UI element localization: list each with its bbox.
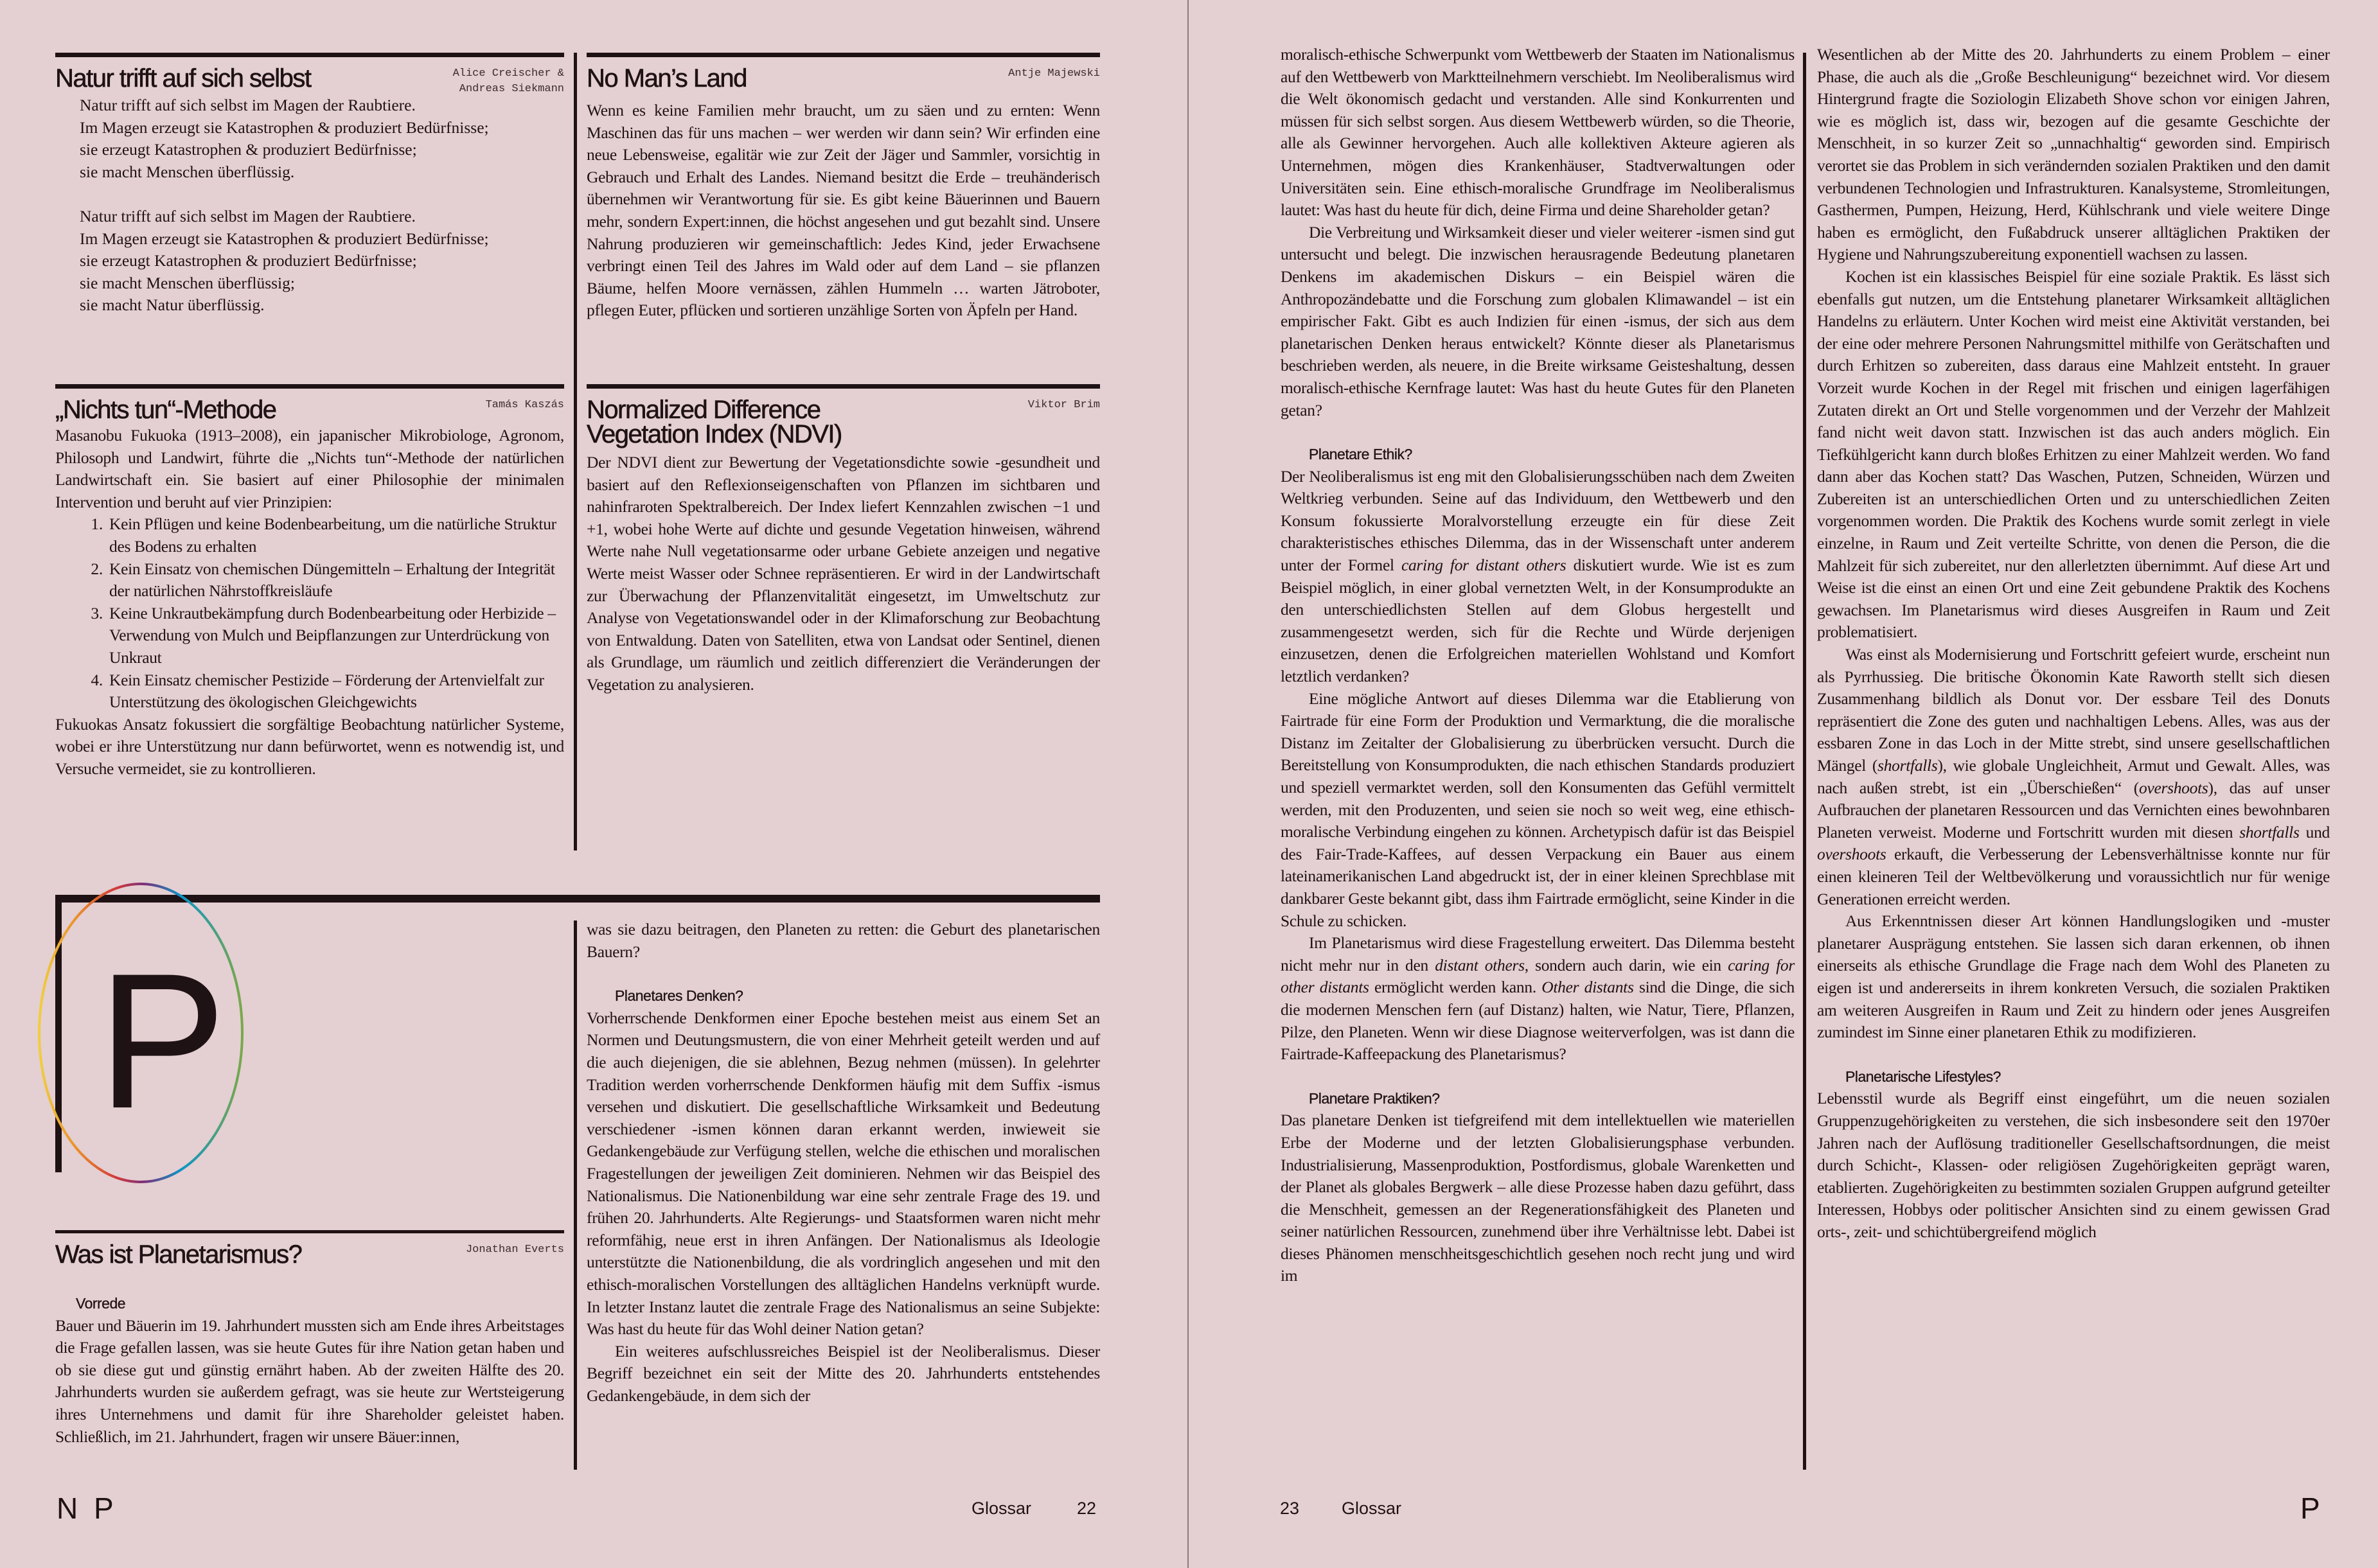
emphasis: caring for distant others — [1401, 556, 1566, 575]
emphasis: caring for other distants — [1281, 955, 1795, 997]
poem-line: sie macht Menschen überflüssig. — [80, 162, 295, 181]
list-item: 1. Kein Pflügen und keine Bodenbearbeitung, um die natürliche Struktur des Bodens zu erhalten — [107, 513, 564, 558]
subheading: Planetarische Lifestyles? — [1845, 1068, 2001, 1085]
text-run: , sondern auch darin, wie ein — [1524, 955, 1728, 974]
paragraph: Masanobu Fukuoka (1913–2008), ein japanischer Mikrobiologe, Agronom, Philosoph und Landwirt, führte die „Nichts tun“-Methode der natürlichen Landwirtschaft ein. Sie basiert auf einer Philosophie der minimalen Intervention und beruht auf vier Prinzipien: — [55, 426, 564, 511]
text-run: Im Planetarismus wird diese Fragestellung erweitert. Das Dilemma besteht nicht mehr nur in den — [1281, 933, 1795, 974]
list-item: 2. Kein Einsatz von chemischen Düngemitteln – Erhaltung der Integrität der natürlichen Nährstoffkreisläufe — [107, 558, 564, 603]
paragraph — [1281, 932, 1795, 1066]
paragraph: Das planetare Denken ist tiefgreifend mit dem intellektuellen wie materiellen Erbe der Moderne und der letzten Globalisierungsphase verbunden. Industrialisierung, Massenproduktion, Postfordismus, globale Warenketten und der Planet als globales Bergwerk – alle diese Prozesse haben dazu geführt, dass die Menschheit, gemessen an der Regenerationsfähigkeit des Planeten und seiner natürlichen Ressourcen, zunehmend über ihre Verhältnisse lebt. Dabei ist dieses Phänomen menschheitsgeschichtlich gesehen noch recht jung und wird im — [1281, 1111, 1795, 1285]
entry-author: Antje Majewski — [1008, 67, 1100, 80]
poem — [80, 94, 564, 317]
entry-ndvi — [587, 384, 1100, 696]
subheading: Planetares Denken? — [615, 987, 743, 1005]
column-rule — [1803, 53, 1806, 1470]
poem-line: Natur trifft auf sich selbst im Magen der Raubtiere. — [80, 206, 416, 225]
text-run: und — [2299, 822, 2330, 841]
principles-list — [55, 513, 564, 713]
paragraph: Vorherrschende Denkformen einer Epoche bestehen meist aus einem Set an Normen und Deutungsmustern, die von einer Mehrheit geteilt werden und auf die auch diejenigen, die sie ablehnen, Bezug nehmen (müssen). In gelehrter Tradition werden vorherrschende Denkformen häufig mit dem Suffix -ismus versehen und diskutiert. Die gesellschaftliche Wirksamkeit und Bedeutung verschiedener -ismen können daran erkannt werden, inwieweit sie Gedankengebäude zur Verfügung stellen, welche die ethischen und moralischen Fragestellungen der jeweiligen Zeit dominieren. Nehmen wir das Beispiel des Nationalismus. Die Nationenbildung war eine sehr zentrale Frage des 19. und frühen 20. Jahrhunderts. Alte Regierungs- und Staatsformen waren nicht mehr reformfähig, neue erst in ihren Anfängen. Der Nationalismus als Ideologie unterstützte die Nationenbildung, die als vordringlich angesehen und mit den ethisch-moralischen Vorstellungen des alltäglichen Handelns verknüpft wurde. In letzter Instanz lautet die zentrale Frage des Nationalismus an seine Subjekte: Was hast du heute für das Wohl deiner Nation getan? — [587, 1008, 1100, 1339]
paragraph: moralisch-ethische Schwerpunkt vom Wettbewerb der Staaten im Nationalismus auf den Wettbewerb von Marktteilnehmern verschiebt. Im Neoliberalismus wird die Welt ökonomisch gedacht und verstanden. Alle sind Konkurrenten und müssen für sich selbst sorgen. Aus diesem Wettbewerb würden, so die Theorie, alle als Gewinner hervorgehen. Auch alle kollektiven Akteure agieren als Unternehmen, mögen dies Krankenhäuser, Stadtverwaltungen oder Universitäten sein. Eine ethisch-moralische Grundfrage im Neoliberalismus lautet: Was hast du heute für dich, deine Firma und deine Shareholder getan? — [1281, 45, 1795, 220]
entry-title: „Nichts tun“-Methode — [55, 396, 276, 424]
text-run: sind die Dinge, die sich die modernen Menschen fern (auf Distanz) halten, wie Natur, Tiere, Pflanzen, Pilze, den Planeten. Wenn wir diese Diagnose weiterverfolgen, was ist dann die Fairtrade-Kaffeepackung des Planetarismus? — [1281, 978, 1795, 1064]
entry-author: Jonathan Everts — [465, 1244, 564, 1256]
entry-body — [1281, 466, 1795, 1066]
emphasis: shortfalls — [2239, 822, 2300, 841]
subheading: Planetare Ethik? — [1309, 446, 1412, 463]
poem-line: sie erzeugt Katastrophen & produziert Bedürfnisse; — [80, 251, 417, 270]
paragraph: Bauer und Bäuerin im 19. Jahrhundert mussten sich am Ende ihres Arbeitstages die Frage gefallen lassen, was sie heute Gutes für ihre Nation getan haben und ob sie diese gut und günstig ernährt haben. Ab der zweiten Hälfte des 20. Jahrhunderts wurden sie außerdem gefragt, was sie heute zur Wertsteigerung ihres Unternehmens und damit für ihre Shareholder geleistet haben. Schließlich, im 21. Jahrhundert, fragen wir unsere Bäuer:innen, — [55, 1316, 564, 1446]
entry-body — [1817, 44, 2330, 1044]
paragraph: Aus Erkenntnissen dieser Art können Handlungslogiken und -muster planetarer Ausprägung entstehen. Sie lassen sich daran erkennen, ob ihnen einerseits als ethische Grundlage die Frage nach dem Wohl des Planeten zu eigen ist und andererseits in ihrem konkreten Versuch, die sozialen Praktiken am weiteren Ausgreifen in Raum und Zeit zu hindern oder jenes Ausgreifen zumindest im Sinne einer planetaren Ethik zu modifizieren. — [1817, 912, 2330, 1042]
emphasis: shortfalls — [1877, 756, 1938, 775]
text-run: diskutiert wurde. Wie ist es zum Beispiel möglich, in einer global vernetzten Welt, in der Konsumprodukte an den unterschiedlichsten Stellen auf dem Globus hergestellt und zusammengesetzt werden, sich für die Rechte und Würde derjenigen einzusetzen, denen die Erfolgreichen materiellen Wohlstand und Komfort letztlich verdanken? — [1281, 556, 1795, 686]
entry-body — [55, 1315, 564, 1449]
entry-title: No Man’s Land — [587, 64, 747, 92]
list-item: 3. Keine Unkrautbekämpfung durch Bodenbearbeitung oder Herbizide – Verwendung von Mulch und Beipflanzungen zur Unterdrückung von Unkraut — [107, 603, 564, 669]
text-run: ermöglicht werden kann. — [1369, 978, 1542, 997]
entry-nichts-tun — [55, 384, 564, 780]
text-run: ), das auf unser Aufbrauchen der planetaren Ressourcen und das Vernichten eines bewohnbaren Planeten verweist. Moderne und Fortschritt wurden mit diesen — [1817, 778, 2330, 841]
entry-title: Normalized Difference Vegetation Index (NDVI) — [587, 396, 842, 448]
entry-no-mans-land — [587, 53, 1100, 322]
text-run: Was einst als Modernisierung und Fortschritt gefeiert wurde, erscheint nun als Pyrrhussieg. Die britische Ökonomin Kate Raworth stellt sich diesen Zusammenhang bildlich als Donut vor. Der essbare Teil des Donuts repräsentiert die Zone des guten und nachhaltigen Lebens. Alles, was aus der essbaren Zone in das Loch in der Mitte strebt, sind unsere gesellschaftlichen Mängel ( — [1817, 645, 2330, 775]
paragraph: Eine mögliche Antwort auf dieses Dilemma war die Etablierung von Fairtrade für eine Form der Produktion und Vermarktung, die die moralische Distanz im Zeitalter der Globalisierung zu überbrücken versucht. Durch die Bereitstellung von Konsumprodukten, die nach ethischen Standards produziert und speziell vermarktet werden, soll den Konsumenten das Gefühl vermittelt werden, mit den Produzenten, und seien sie noch so weit weg, eine ethisch-moralische Verbindung eingehen zu können. Archetypisch dafür ist das Beispiel des Fair-Trade-Kaffees, auf dessen Verpackung ein Bauer aus einem lateinamerikanischen Land abgedruckt ist, der in einer kleinen Sprechblase mit dankbarer Geste bekannt gibt, dass ihm Fairtrade ermöglicht, seine Kinder in die Schule zu schicken. — [1281, 689, 1795, 930]
entry-natur — [55, 53, 564, 317]
footer-section-label: Glossar — [1342, 1499, 1402, 1518]
entry-body — [587, 919, 1100, 963]
subheading: Vorrede — [76, 1295, 126, 1312]
entry-author: Tamás Kaszás — [485, 399, 564, 411]
paragraph: Wenn es keine Familien mehr braucht, um zu säen und zu ernten: Wenn Maschinen das für uns machen – wer werden wir dann sein? Wir erfinden eine neue Lebensweise, egalitär wie zur Zeit der Jäger und Sammler, vorsichtig in Gebrauch und Erhalt des Landes. Niemand besitzt die Erde – treuhänderisch übernehmen wir Verantwortung für sie. Es gibt keine Bäuerinnen und Bauern mehr, sondern Expert:innen, die höchst angesehen und gut bezahlt sind. Unsere Nahrung produzieren wir gemeinschaftlich: Jedes Kind, jeder Erwachsene verbringt einen Teil des Jahres im Wald oder auf dem Land – sie pflanzen Bäume, helfen Moore vernässen, zählen Hummeln … warten Jätroboter, pflegen Euter, pflücken und sortieren unzählige Sorten von Äpfeln per Hand. — [587, 101, 1100, 320]
emphasis: distant others — [1435, 955, 1525, 974]
right-column-1 — [1281, 44, 1795, 1287]
entry-body — [55, 425, 564, 780]
emphasis: overshoots — [2139, 778, 2208, 797]
right-column-2 — [1817, 44, 2330, 1243]
subheading: Planetare Praktiken? — [1309, 1089, 1440, 1107]
entry-author: Viktor Brim — [1027, 399, 1100, 411]
paragraph: Ein weiteres aufschlussreiches Beispiel ist der Neoliberalismus. Dieser Begriff bezeichnet ein seit der Mitte des 20. Jahrhunderts entstehendes Gedankengebäude, in dem sich der — [587, 1341, 1100, 1405]
page-number: 22 — [1077, 1499, 1097, 1518]
entry-body — [587, 1007, 1100, 1407]
poem-line: sie erzeugt Katastrophen & produziert Bedürfnisse; — [80, 140, 417, 159]
entry-body — [1281, 1109, 1795, 1287]
paragraph — [1281, 466, 1795, 688]
poem-line: Im Magen erzeugt sie Katastrophen & produziert Bedürfnisse; — [80, 229, 489, 248]
emphasis: overshoots — [1817, 845, 1886, 864]
list-item: 4. Kein Einsatz chemischer Pestizide – Förderung der Artenvielfalt zur Unterstützung des ökologischen Gleichgewichts — [107, 669, 564, 714]
page-number: 23 — [1280, 1499, 1300, 1518]
text-run: ), wie globale Ungleichheit, Armut und Gewalt. Alles, was nach außen strebt, ist ein „Überschießen“ ( — [1817, 756, 2330, 797]
entry-author: Alice Creischer & Andreas Siekmann — [452, 67, 564, 95]
paragraph: Lebensstil wurde als Begriff einst eingeführt, um die neuen sozialen Gruppenzugehörigkeiten zu verstehen, die sich insbesondere seit den 1970er Jahren nach der Auflösung traditioneller Gesellschaftsordnungen, die meist durch Schicht-, Klassen- oder religiösen Zugehörigkeiten geprägt waren, etablierten. Zugehörigkeiten zu bestimmten sozialen Gruppen aufgrund geteilter Interessen, Hobbys oder politischer Ansichten sind zu einem gewissen Grad orts-, zeit- und schichtübergreifend möglich — [1817, 1089, 2330, 1241]
poem-line: Im Magen erzeugt sie Katastrophen & produziert Bedürfnisse; — [80, 118, 489, 137]
paragraph: Kochen ist ein klassisches Beispiel für eine soziale Praktik. Es lässt sich ebenfalls gut nutzen, um die Entstehung planetarer Wirksamkeit alltäglichen Handelns zu erläutern. Unter Kochen wird meist eine Aktivität verstanden, bei der eine oder mehrere Personen Nahrungsmittel mithilfe von Gerätschaften und durch Erhitzen so zubereiten, dass daraus eine Mahlzeit entsteht. In grauer Vorzeit wurde Kochen in der Regel mit frischen und einigen lagerfähigen Zutaten direkt an Ort und Stelle vorgenommen und der Verzehr der Mahlzeit fand nicht weit davon statt. Inzwischen ist das auch anders möglich. Ein Tiefkühlgericht kann durch bloßes Erhitzen zu einer Mahlzeit werden. Wo fand dann aber das Kochen statt? Das Waschen, Putzen, Schneiden, Würzen und Zubereiten ist an unterschiedlichen Orten und zu unterschiedlichen Zeiten vorgenommen worden. Die Praktik des Kochens wurde somit zerlegt in viele einzelne, in Raum und Zeit verteilte Schritte, von denen die Person, die die Mahlzeit für sich zubereitet, nur den allerletzten übernimmt. Auf diese Art und Weise ist die einst an einen Ort und eine Zeit gebundene Praktik des Kochens gewachsen. Im Planetarismus wird dieses Ausgreifen in Raum und Zeit problematisiert. — [1817, 267, 2330, 642]
column-rule — [574, 921, 577, 1470]
paragraph: Fukuokas Ansatz fokussiert die sorgfältige Beobachtung natürlicher Systeme, wobei er ihre Unterstützung nur dann befürwortet, wenn es notwendig ist, und Versuche vermeidet, sie zu kontrollieren. — [55, 714, 564, 778]
entry-title: Was ist Planetarismus? — [55, 1240, 302, 1269]
footer-section-letters: N P — [57, 1492, 118, 1525]
entry-body — [1281, 44, 1795, 421]
entry-planetarismus — [55, 1230, 564, 1448]
page-gutter — [1187, 0, 1189, 1568]
planetarismus-continued — [587, 919, 1100, 1407]
emphasis: Other distants — [1541, 978, 1634, 997]
paragraph: was sie dazu beitragen, den Planeten zu retten: die Geburt des planetarischen Bauern? — [587, 920, 1100, 961]
footer-section-label: Glossar — [972, 1499, 1032, 1518]
entry-body — [587, 452, 1100, 696]
column-rule — [574, 53, 577, 850]
paragraph — [1817, 644, 2330, 910]
poem-line: Natur trifft auf sich selbst im Magen der Raubtiere. — [80, 96, 416, 114]
poem-line: sie macht Menschen überflüssig; — [80, 273, 295, 292]
paragraph: Die Verbreitung und Wirksamkeit dieser und vieler weiterer -ismen sind gut untersucht und belegt. Die inzwischen herausragende Bedeutung planetaren Denkens im akademischen Diskurs – ein Beispiel wären die Anthropozändebatte und die Forschung zum globalen Klimawandel – ist ein empirischer Fakt. Gibt es auch Indizien für einen -ismus, der sich aus dem planetarischen Denken heraus entwickelt? Könnte dieser als Planetarismus beschrieben werden, als neuere, in die Breite wirksame Geisteshaltung, dessen moralisch-ethische Kernfrage lautet: Was hast du heute Gutes für den Planeten getan? — [1281, 222, 1795, 419]
entry-body — [587, 100, 1100, 322]
entry-title: Natur trifft auf sich selbst — [55, 64, 311, 92]
entry-body — [1817, 1088, 2330, 1243]
poem-line: sie macht Natur überflüssig. — [80, 295, 265, 315]
paragraph: Wesentlichen ab der Mitte des 20. Jahrhunderts zu einem Problem – einer Phase, die auch als die „Große Beschleunigung“ bezeichnet wird. Vor diesem Hintergrund fragte die Soziologin Elizabeth Shove schon vor einigen Jahren, wie es möglich ist, dass wir, bezogen auf die gesamte Geschichte der Menschheit, in so kurzer Zeit so „unnachhaltig“ geworden sind. Empirisch verortet sie das Problem in sich verändernden sozialen Praktiken und den damit verbundenen Technologien und Infrastrukturen. Kanalsysteme, Stromleitungen, Gasthermen, Pumpen, Heizung, Herd, Kühlschrank und viele weitere Dinge haben es ermöglicht, den Fußabdruck unserer alltäglichen Praktiken der Hygiene und Nahrungszubereitung exponentiell wachsen zu lassen. — [1817, 45, 2330, 264]
paragraph: Der NDVI dient zur Bewertung der Vegetationsdichte sowie -gesundheit und basiert auf den Reflexionseigenschaften von Pflanzen im sichtbaren und nahinfraroten Spektralbereich. Der Index liefert Kennzahlen zwischen −1 und +1, wobei hohe Werte auf dichte und gesunde Vegetation hinweisen, während Werte nahe Null vegetationsarme oder urbane Gebiete anzeigen und negative Werte meist Wasser oder Schnee repräsentieren. Er wird in der Landwirtschaft zur Überwachung der Pflanzenvitalität eingesetzt, im Umweltschutz zur Analyse von Vegetationswandel oder in der Klimaforschung zur Beobachtung von Entwaldung. Daten von Satelliten, etwa von Landsat oder Sentinel, dienen als Grundlage, um räumlich und zeitlich differenziert die Veränderungen der Vegetation zu analysieren. — [587, 453, 1100, 694]
text-run: erkauft, die Verbesserung der Lebensverhältnisse konnte nur für einen kleineren Teil der Weltbevölkerung und voraussichtlich nur für wenige Generationen erreicht werden. — [1817, 845, 2330, 908]
section-letter: P — [98, 933, 227, 1149]
footer-section-letter: P — [2300, 1492, 2324, 1525]
text-run: Der Neoliberalismus ist eng mit den Globalisierungsschüben nach dem Zweiten Weltkrieg verbunden. Seine auf das Individuum, den Wettbewerb und den Konsum fokussierte Moralvorstellung erzeugte ein für diese Zeit charakteristisches ethisches Dilemma, das in der Wissenschaft unter anderem unter der Formel — [1281, 466, 1795, 575]
